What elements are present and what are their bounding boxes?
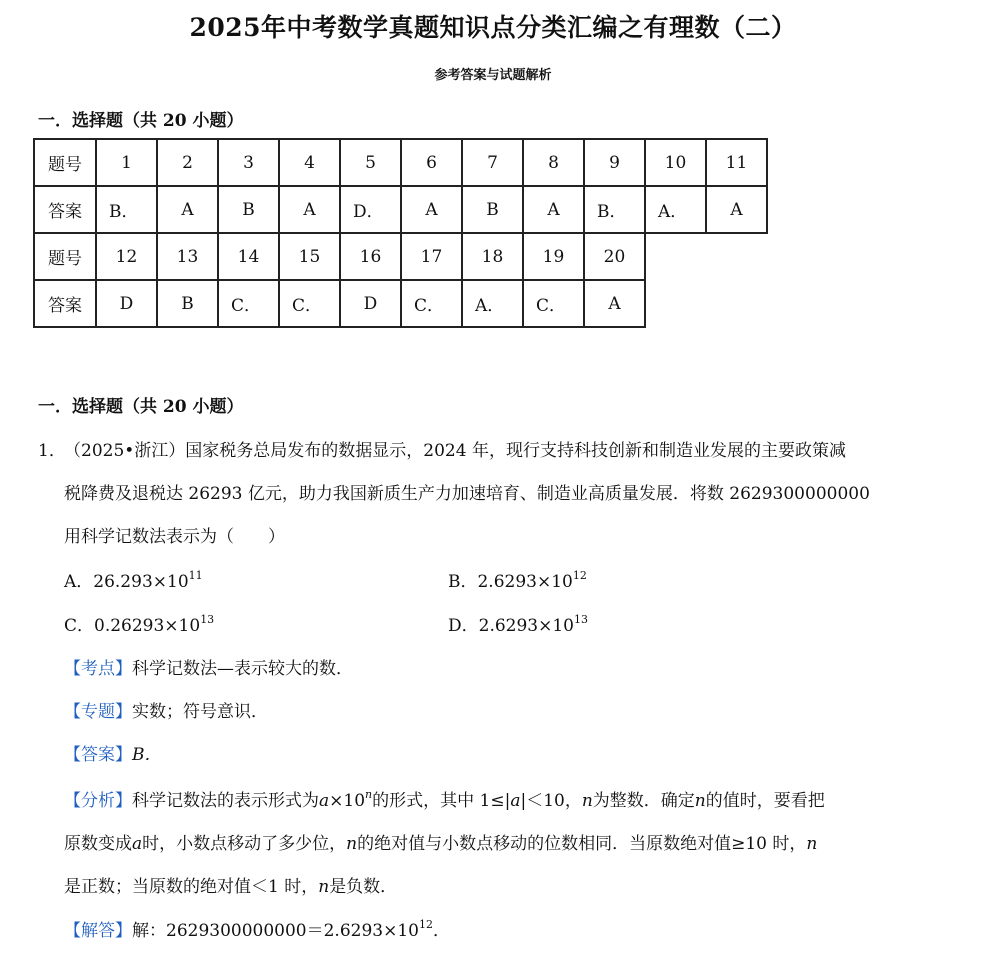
option-c xyxy=(64,611,214,636)
table-cell: C． xyxy=(218,280,279,327)
table-cell: 答案 xyxy=(34,186,96,233)
table-cell: D xyxy=(340,280,401,327)
table-cell: 20 xyxy=(584,233,645,280)
table-cell: B xyxy=(462,186,523,233)
table-cell: C． xyxy=(279,280,340,327)
option-d xyxy=(448,611,588,636)
question-line-1 xyxy=(38,430,944,473)
fenxi-text: 时，小数点移动了多少位， xyxy=(142,834,347,854)
table-cell: A xyxy=(523,186,584,233)
table-cell: 17 xyxy=(401,233,462,280)
table-cell: D． xyxy=(340,186,401,233)
table-cell-empty xyxy=(645,233,706,280)
fenxi-line-2 xyxy=(64,829,944,854)
table-cell: 7 xyxy=(462,139,523,186)
fenxi-text: 是正数；当原数的绝对值＜1 时， xyxy=(64,877,319,897)
table-cell: 11 xyxy=(706,139,767,186)
table-cell: 题号 xyxy=(34,233,96,280)
table-cell: D xyxy=(96,280,157,327)
table-row xyxy=(34,280,767,327)
table-cell: 16 xyxy=(340,233,401,280)
table-cell: B xyxy=(157,280,218,327)
table-cell: 9 xyxy=(584,139,645,186)
zhuanti-tag: 【专题】 xyxy=(64,702,132,722)
fenxi-var-n: n xyxy=(694,791,706,811)
fenxi-line-3 xyxy=(64,872,944,897)
fenxi-var-n: n xyxy=(806,834,818,854)
fenxi-var-n: n xyxy=(581,791,593,811)
table-cell: 答案 xyxy=(34,280,96,327)
fenxi-var-n: n xyxy=(318,877,330,897)
option-c-exponent: 13 xyxy=(200,613,215,626)
jieda-end: ． xyxy=(432,921,450,941)
jieda-tag: 【解答】 xyxy=(64,921,132,941)
table-cell: 18 xyxy=(462,233,523,280)
option-a-exponent: 11 xyxy=(188,569,203,582)
jieda-exponent: 12 xyxy=(418,918,433,931)
table-cell: 12 xyxy=(96,233,157,280)
fenxi-text: 原数变成 xyxy=(64,834,132,854)
daan-tag: 【答案】 xyxy=(64,745,132,765)
question-line-2: 税降费及退税达 26293 亿元，助力我国新质生产力加速培育、制造业高质量发展．将数 2629300000000 xyxy=(64,484,870,504)
page-title: 2025年中考数学真题知识点分类汇编之有理数（二） xyxy=(189,13,797,42)
table-cell: B． xyxy=(584,186,645,233)
question-line-3: 用科学记数法表示为（ ） xyxy=(64,527,285,547)
table-cell: C． xyxy=(523,280,584,327)
option-d-text: D．2.6293×10 xyxy=(448,616,574,636)
table-cell: 15 xyxy=(279,233,340,280)
option-c-text: C．0.26293×10 xyxy=(64,616,201,636)
kaodian-line xyxy=(64,654,944,679)
table-row xyxy=(34,139,767,186)
option-b xyxy=(448,567,587,592)
table-cell-empty xyxy=(706,233,767,280)
table-cell: 6 xyxy=(401,139,462,186)
table-cell: A． xyxy=(462,280,523,327)
option-b-text: B．2.6293×10 xyxy=(448,572,573,592)
zhuanti-text: 实数；符号意识． xyxy=(132,702,268,722)
table-cell: 10 xyxy=(645,139,706,186)
table-cell: A xyxy=(401,186,462,233)
fenxi-text: 是负数． xyxy=(329,877,398,897)
kaodian-tag: 【考点】 xyxy=(64,659,132,679)
fenxi-var-a: a xyxy=(510,791,521,811)
section-heading-answers: 一．选择题（共 20 小题） xyxy=(38,111,244,131)
fenxi-text: 科学记数法的表示形式为 xyxy=(132,791,319,811)
daan-line xyxy=(64,740,944,765)
fenxi-text: |＜10， xyxy=(520,791,582,811)
table-cell: C． xyxy=(401,280,462,327)
table-cell: A xyxy=(279,186,340,233)
fenxi-text: 的绝对值与小数点移动的位数相同．当原数绝对值≥10 时， xyxy=(357,834,807,854)
option-b-exponent: 12 xyxy=(572,569,587,582)
option-a-text: A．26.293×10 xyxy=(64,572,189,592)
question-1 xyxy=(38,430,944,559)
fenxi-var-a: a xyxy=(319,791,330,811)
table-cell-empty xyxy=(706,280,767,327)
table-cell: A xyxy=(157,186,218,233)
option-d-exponent: 13 xyxy=(574,613,588,626)
question-text: （2025•浙江）国家税务总局发布的数据显示，2024 年，现行支持科技创新和制造业发展的主要政策减 xyxy=(64,441,846,461)
table-cell: A． xyxy=(645,186,706,233)
table-cell: 1 xyxy=(96,139,157,186)
section-heading-questions: 一．选择题（共 20 小题） xyxy=(38,397,244,417)
table-cell: 14 xyxy=(218,233,279,280)
table-cell: 3 xyxy=(218,139,279,186)
fenxi-text: 的值时，要看把 xyxy=(705,791,825,811)
fenxi-var-n: n xyxy=(346,834,358,854)
fenxi-line-1 xyxy=(64,786,944,811)
table-row xyxy=(34,233,767,280)
daan-text: B． xyxy=(132,745,162,765)
option-a xyxy=(64,567,203,592)
table-cell-empty xyxy=(645,280,706,327)
table-cell: 2 xyxy=(157,139,218,186)
table-row xyxy=(34,186,767,233)
zhuanti-line xyxy=(64,697,944,722)
table-cell: 19 xyxy=(523,233,584,280)
table-cell: 题号 xyxy=(34,139,96,186)
fenxi-times10: ×10 xyxy=(329,791,366,811)
page-subtitle: 参考答案与试题解析 xyxy=(434,68,552,83)
fenxi-text: 为整数．确定 xyxy=(592,791,695,811)
jieda-line xyxy=(64,916,944,941)
table-cell: A xyxy=(584,280,645,327)
fenxi-tag: 【分析】 xyxy=(64,791,132,811)
table-cell: 8 xyxy=(523,139,584,186)
table-cell: 4 xyxy=(279,139,340,186)
jieda-text: 解：2629300000000＝2.6293×10 xyxy=(132,921,419,941)
fenxi-exp-n: n xyxy=(365,788,373,801)
table-cell: 5 xyxy=(340,139,401,186)
table-cell: B xyxy=(218,186,279,233)
table-cell: 13 xyxy=(157,233,218,280)
fenxi-var-a: a xyxy=(132,834,143,854)
table-cell: B． xyxy=(96,186,157,233)
question-number: 1． xyxy=(38,441,66,461)
table-cell: A xyxy=(706,186,767,233)
kaodian-text: 科学记数法—表示较大的数． xyxy=(132,659,353,679)
answer-table xyxy=(33,138,768,328)
fenxi-text: 的形式，其中 1≤| xyxy=(372,791,511,811)
